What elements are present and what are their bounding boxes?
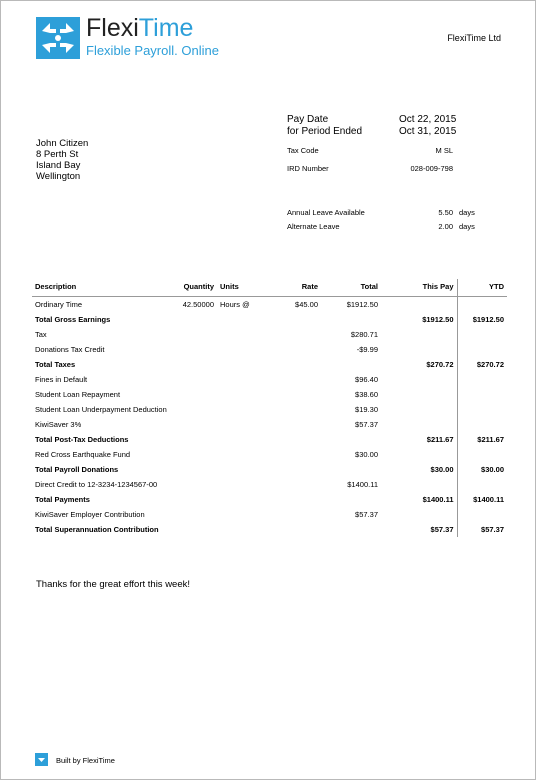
tax-code-label: Tax Code	[287, 146, 319, 155]
row-this-pay	[381, 477, 457, 492]
row-description: KiwiSaver 3%	[35, 420, 82, 429]
payslip-table	[32, 279, 507, 537]
address-line-2: Island Bay	[36, 160, 81, 171]
row-units	[217, 417, 269, 432]
row-description: Total Post-Tax Deductions	[35, 435, 129, 444]
row-description: Direct Credit to 12-3234-1234567-00	[35, 480, 158, 489]
row-quantity	[172, 357, 217, 372]
row-total	[321, 432, 381, 447]
row-quantity	[172, 507, 217, 522]
col-units-header: Units	[217, 279, 269, 297]
row-ytd	[457, 507, 507, 522]
table-total-row	[32, 357, 507, 372]
row-ytd: $57.37	[457, 522, 507, 537]
row-description: Student Loan Underpayment Deduction	[35, 405, 167, 414]
row-total	[321, 462, 381, 477]
row-rate	[269, 342, 321, 357]
row-description: Total Payments	[35, 495, 90, 504]
row-rate	[269, 522, 321, 537]
row-rate	[269, 417, 321, 432]
row-ytd	[457, 342, 507, 357]
row-description: Fines in Default	[35, 375, 88, 384]
table-row	[32, 297, 507, 313]
ird-number-label: IRD Number	[287, 164, 329, 173]
row-ytd	[457, 447, 507, 462]
row-this-pay	[381, 342, 457, 357]
row-ytd	[457, 387, 507, 402]
row-total: -$9.99	[356, 345, 378, 354]
row-total: $57.37	[355, 420, 378, 429]
row-rate	[269, 507, 321, 522]
row-units	[217, 477, 269, 492]
row-quantity	[172, 417, 217, 432]
logo-name	[86, 14, 193, 43]
row-total	[321, 312, 381, 327]
table-row	[32, 387, 507, 402]
row-description: Ordinary Time	[35, 300, 83, 309]
row-rate: $45.00	[295, 300, 318, 309]
col-description-header: Description	[32, 279, 172, 297]
row-this-pay: $1400.11	[422, 495, 454, 504]
row-rate	[269, 372, 321, 387]
row-total: $57.37	[355, 510, 378, 519]
row-rate	[269, 432, 321, 447]
table-row	[32, 342, 507, 357]
row-units	[217, 327, 269, 342]
address-line-3: Wellington	[36, 171, 81, 182]
row-ytd	[457, 402, 507, 417]
row-units	[217, 342, 269, 357]
row-total	[321, 522, 381, 537]
col-rate-header: Rate	[269, 279, 321, 297]
row-description: Tax	[35, 330, 47, 339]
row-ytd: $1400.11	[457, 492, 507, 507]
table-row	[32, 477, 507, 492]
row-this-pay	[381, 327, 457, 342]
row-units	[217, 372, 269, 387]
row-this-pay: $57.37	[430, 525, 454, 534]
row-this-pay: $270.72	[426, 360, 454, 369]
row-description: Total Taxes	[35, 360, 76, 369]
tax-code-value: M SL	[435, 146, 453, 155]
row-quantity	[172, 477, 217, 492]
row-ytd: $1912.50	[457, 312, 507, 327]
annual-leave-unit: days	[459, 208, 475, 217]
row-quantity	[172, 327, 217, 342]
annual-leave-value: 5.50	[438, 208, 453, 217]
row-ytd: $30.00	[457, 462, 507, 477]
row-quantity	[172, 432, 217, 447]
flexitime-footer-icon	[35, 753, 48, 766]
row-total: $1400.11	[347, 480, 378, 489]
logo-name-part1: Flexi	[86, 14, 139, 42]
row-quantity	[172, 402, 217, 417]
table-total-row	[32, 462, 507, 477]
row-ytd	[457, 417, 507, 432]
row-total: $96.40	[355, 375, 378, 384]
pay-date-label: Pay Date	[287, 114, 329, 125]
row-total: $280.71	[350, 330, 378, 339]
row-rate	[269, 462, 321, 477]
row-rate	[269, 357, 321, 372]
row-units	[217, 462, 269, 477]
row-rate	[269, 477, 321, 492]
table-row	[32, 372, 507, 387]
company-name: FlexiTime Ltd	[447, 33, 501, 43]
table-total-row	[32, 522, 507, 537]
employer-note: Thanks for the great effort this week!	[36, 579, 191, 590]
row-this-pay	[381, 507, 457, 522]
row-quantity	[172, 372, 217, 387]
row-ytd	[457, 477, 507, 492]
table-row	[32, 402, 507, 417]
row-units	[217, 402, 269, 417]
row-quantity	[172, 522, 217, 537]
table-header-row	[32, 279, 507, 297]
table-row	[32, 507, 507, 522]
ird-number-value: 028-009-798	[410, 164, 453, 173]
logo-name-part2: Time	[138, 14, 194, 42]
col-this-pay-header: This Pay	[381, 279, 457, 297]
row-description: Donations Tax Credit	[35, 345, 105, 354]
table-total-row	[32, 432, 507, 447]
col-total-header: Total	[321, 279, 381, 297]
row-quantity	[172, 492, 217, 507]
row-units	[217, 492, 269, 507]
row-description: Total Superannuation Contribution	[35, 525, 159, 534]
row-this-pay	[381, 297, 457, 313]
row-ytd	[457, 372, 507, 387]
row-units	[217, 507, 269, 522]
row-rate	[269, 312, 321, 327]
row-description: Student Loan Repayment	[35, 390, 121, 399]
row-total: $19.30	[355, 405, 378, 414]
row-units	[217, 387, 269, 402]
row-description: Total Payroll Donations	[35, 465, 119, 474]
row-rate	[269, 492, 321, 507]
table-total-row	[32, 312, 507, 327]
row-this-pay	[381, 402, 457, 417]
alternate-leave-label: Alternate Leave	[287, 222, 340, 231]
row-this-pay: $30.00	[430, 465, 454, 474]
period-ended-value: Oct 31, 2015	[399, 126, 457, 137]
row-this-pay	[381, 447, 457, 462]
row-ytd: $211.67	[457, 432, 507, 447]
row-total: $30.00	[355, 450, 378, 459]
alternate-leave-unit: days	[459, 222, 475, 231]
row-quantity	[172, 342, 217, 357]
row-units	[217, 522, 269, 537]
row-ytd	[457, 327, 507, 342]
row-total: $38.60	[355, 390, 378, 399]
period-ended-label: for Period Ended	[287, 126, 363, 137]
col-ytd-header: YTD	[457, 279, 507, 297]
row-ytd	[457, 297, 507, 313]
annual-leave-label: Annual Leave Available	[287, 208, 365, 217]
alternate-leave-value: 2.00	[438, 222, 453, 231]
row-total	[321, 492, 381, 507]
row-description: Red Cross Earthquake Fund	[35, 450, 131, 459]
row-quantity: 42.50000	[182, 300, 214, 309]
flexitime-logo-icon	[36, 17, 80, 59]
table-row	[32, 327, 507, 342]
row-ytd: $270.72	[457, 357, 507, 372]
row-description: Total Gross Earnings	[35, 315, 111, 324]
row-description: KiwiSaver Employer Contribution	[35, 510, 145, 519]
table-row	[32, 417, 507, 432]
row-rate	[269, 327, 321, 342]
row-units	[217, 312, 269, 327]
row-rate	[269, 447, 321, 462]
row-this-pay: $211.67	[426, 435, 454, 444]
row-quantity	[172, 447, 217, 462]
row-units: Hours @	[220, 300, 250, 309]
pay-date-value: Oct 22, 2015	[399, 114, 457, 125]
row-this-pay	[381, 372, 457, 387]
row-total	[321, 357, 381, 372]
address-line-1: 8 Perth St	[36, 149, 79, 160]
row-this-pay	[381, 387, 457, 402]
row-total: $1912.50	[346, 300, 378, 309]
employee-name: John Citizen	[36, 138, 89, 149]
col-quantity-header: Quantity	[172, 279, 217, 297]
row-quantity	[172, 462, 217, 477]
row-rate	[269, 402, 321, 417]
table-row	[32, 447, 507, 462]
row-this-pay	[381, 417, 457, 432]
employee-address	[36, 138, 88, 182]
row-units	[217, 447, 269, 462]
row-quantity	[172, 387, 217, 402]
row-quantity	[172, 312, 217, 327]
row-units	[217, 357, 269, 372]
row-units	[217, 432, 269, 447]
footer-text: Built by FlexiTime	[56, 756, 115, 765]
table-total-row	[32, 492, 507, 507]
logo-tagline: Flexible Payroll. Online	[86, 43, 219, 58]
row-rate	[269, 387, 321, 402]
row-this-pay: $1912.50	[422, 315, 454, 324]
